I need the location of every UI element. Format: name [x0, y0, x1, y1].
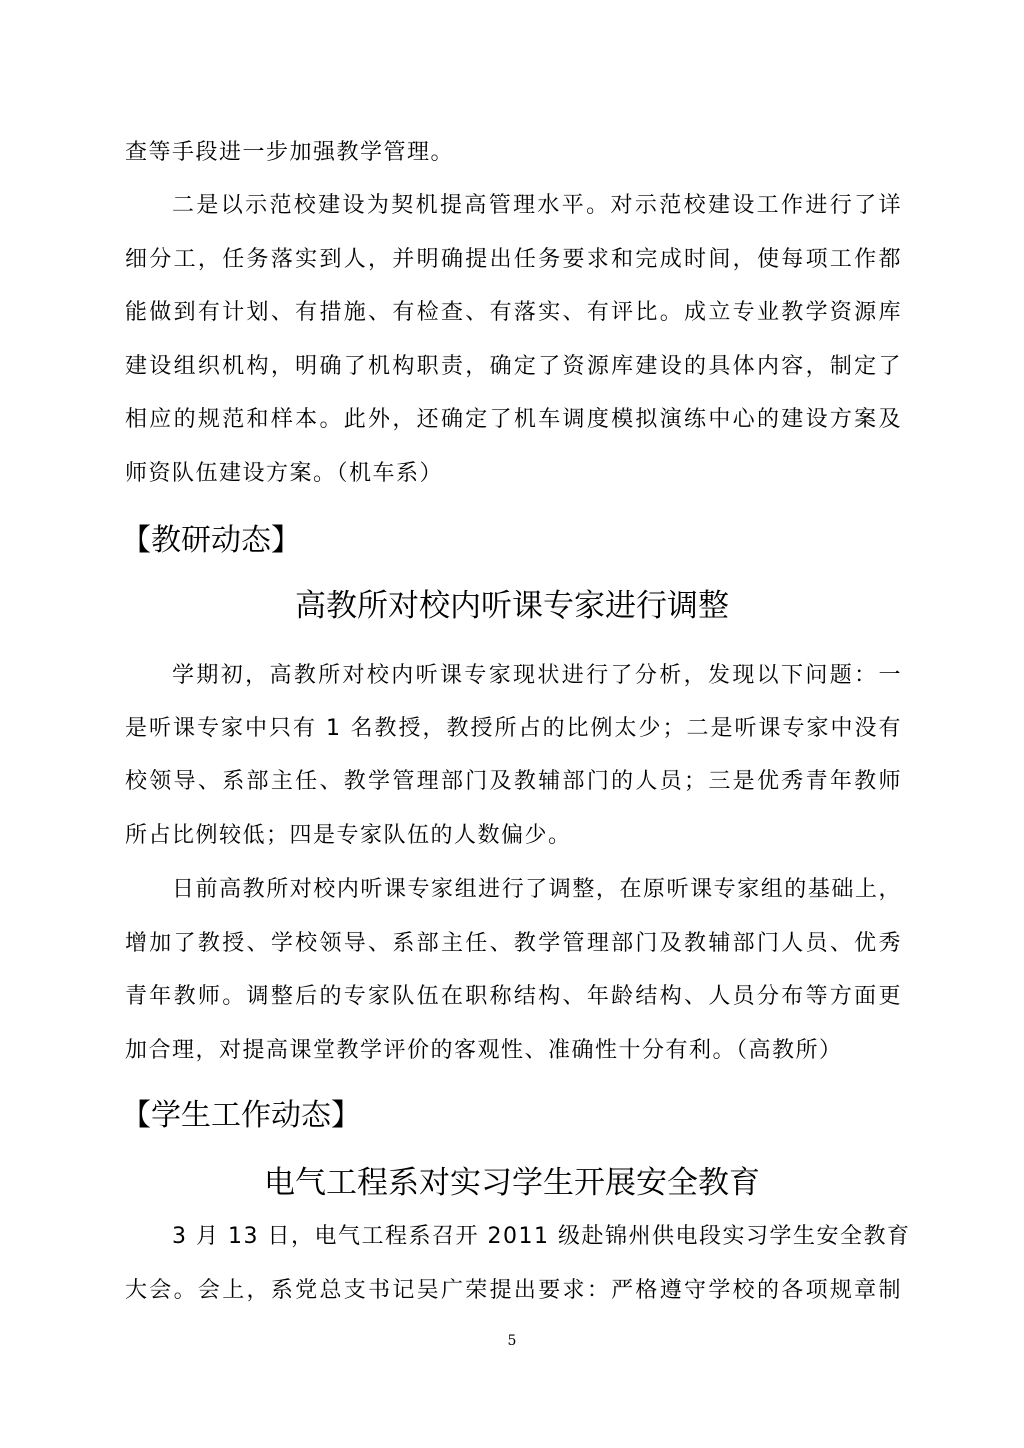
- paragraph-line: 加合理，对提高课堂教学评价的客观性、准确性十分有利。（高教所）: [125, 1038, 843, 1063]
- article-title: 高教所对校内听课专家进行调整: [295, 588, 729, 624]
- paragraph-line: 相应的规范和样本。此外，还确定了机车调度模拟演练中心的建设方案及: [125, 407, 902, 432]
- paragraph-line: 查等手段进一步加强教学管理。: [125, 140, 455, 165]
- paragraph-line: 师资队伍建设方案。（机车系）: [125, 461, 444, 486]
- paragraph-line: 建设组织机构，明确了机构职责，确定了资源库建设的具体内容，制定了: [125, 354, 902, 379]
- paragraph-line: 青年教师。调整后的专家队伍在职称结构、年龄结构、人员分布等方面更: [125, 984, 902, 1009]
- paragraph-line: 学期初，高教所对校内听课专家现状进行了分析，发现以下问题：一: [172, 663, 902, 688]
- paragraph-line: 能做到有计划、有措施、有检查、有落实、有评比。成立专业教学资源库: [125, 300, 902, 325]
- article-title: 电气工程系对实习学生开展安全教育: [264, 1165, 760, 1201]
- paragraph-line: 所占比例较低；四是专家队伍的人数偏少。: [125, 823, 572, 848]
- section-heading: 【学生工作动态】: [121, 1098, 361, 1133]
- paragraph-line: 二是以示范校建设为契机提高管理水平。对示范校建设工作进行了详: [172, 193, 902, 218]
- paragraph-line: 是听课专家中只有 1 名教授，教授所占的比例太少；二是听课专家中没有: [125, 716, 902, 741]
- paragraph-line: 细分工，任务落实到人，并明确提出任务要求和完成时间，使每项工作都: [125, 247, 902, 272]
- page-number: 5: [507, 1333, 517, 1349]
- section-heading: 【教研动态】: [121, 523, 301, 558]
- paragraph-line: 增加了教授、学校领导、系部主任、教学管理部门及教辅部门人员、优秀: [125, 931, 902, 956]
- paragraph-line: 3 月 13 日，电气工程系召开 2011 级赴锦州供电段实习学生安全教育: [172, 1224, 911, 1249]
- paragraph-line: 校领导、系部主任、教学管理部门及教辅部门的人员；三是优秀青年教师: [125, 769, 902, 794]
- paragraph-line: 大会。会上，系党总支书记吴广荣提出要求：严格遵守学校的各项规章制: [125, 1278, 902, 1303]
- paragraph-line: 日前高教所对校内听课专家组进行了调整，在原听课专家组的基础上，: [172, 877, 902, 902]
